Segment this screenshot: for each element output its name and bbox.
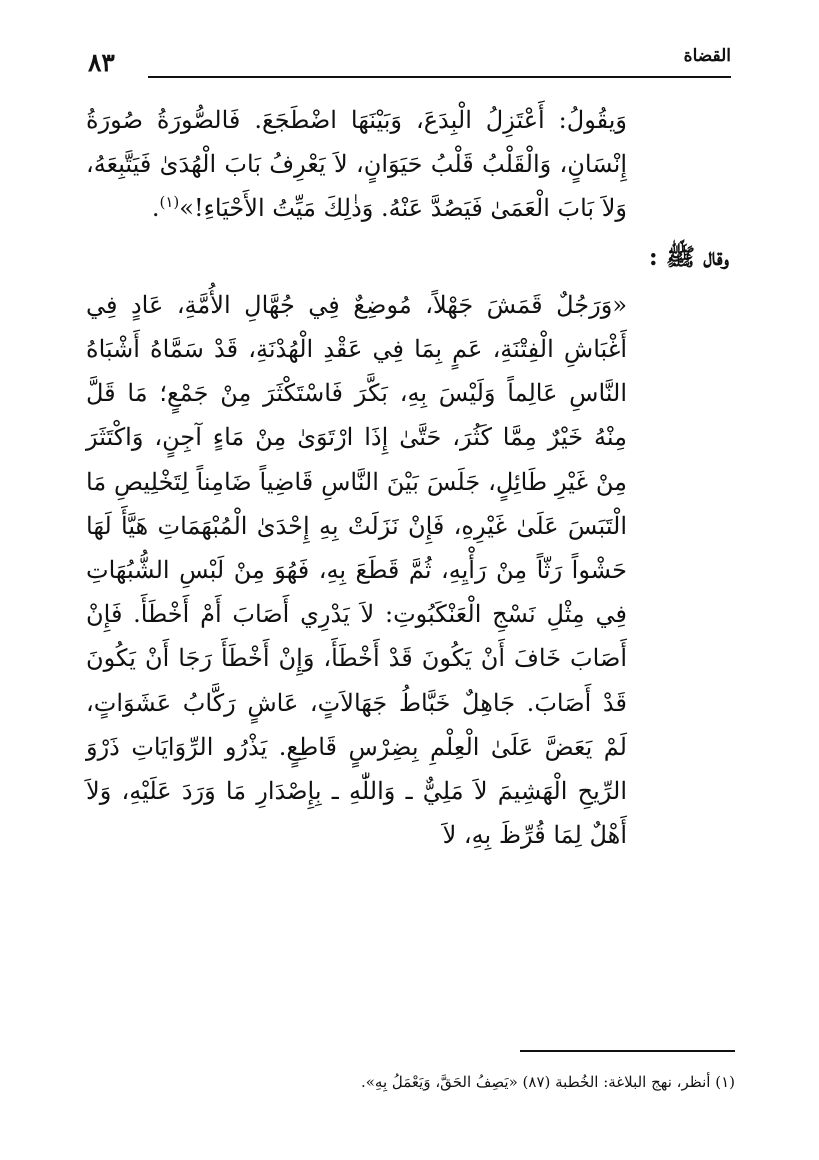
page-number: ٨٣ (88, 48, 115, 77)
continuation-end: . (151, 194, 160, 223)
footnote-divider (520, 1050, 735, 1052)
page-header (88, 46, 731, 82)
footnote-text: أنظر، نهج البلاغة: الخُطبة (٨٧) «يَصِفُ الحَقَّ، وَيَعْمَلُ بِهِ». (360, 1073, 711, 1091)
footnote-number: (١) (715, 1073, 735, 1091)
continuation-paragraph (86, 98, 735, 231)
continuation-text: وَيقُولُ: أَعْتَزِلُ الْبِدَعَ، وَبَيْنَهَا اضْطَجَعَ. فَالصُّورَةُ صُورَةُ إِنْسَانٍ، وَالْقَلْبُ قَلْبُ حَيَوَانٍ، لاَ يَعْرِفُ بَابَ الْهُدَىٰ فَيَتَّبِعَهُ، وَلاَ بَابَ الْعَمَىٰ فَيَصُدَّ عَنْهُ. وَذٰلِكَ مَيِّتُ الأَحْيَاءِ!» (86, 106, 627, 223)
main-text (86, 98, 735, 857)
footnote-reference: (١) (159, 193, 180, 212)
section-intro: وقال ﷺ : (648, 241, 729, 271)
footnote (180, 1070, 735, 1094)
running-title: القضاة (683, 46, 731, 66)
header-rule (148, 76, 731, 78)
quote-paragraph: «وَرَجُلٌ قَمَشَ جَهْلاً، مُوضِعٌ فِي جُهَّالِ الأُمَّةِ، عَادٍ فِي أَغْبَاشِ الْفِتْنَةِ، عَمٍ بِمَا فِي عَقْدِ الْهُدْنَةِ، قَدْ سَمَّاهُ أَشْبَاهُ النَّاسِ عَالِماً وَلَيْسَ بِهِ، بَكَّرَ فَاسْتَكْثَرَ مِنْ جَمْعٍ؛ مَا قَلَّ مِنْهُ خَيْرٌ مِمَّا كَثُرَ، حَتَّىٰ إِذَا ارْتَوَىٰ مِنْ مَاءٍ آجِنٍ، وَاكْتَثَرَ مِنْ غَيْرِ طَائِلٍ، جَلَسَ بَيْنَ النَّاسِ قَاضِياً ضَامِناً لِتَخْلِيصِ مَا الْتَبَسَ عَلَىٰ غَيْرِهِ، فَإِنْ نَزَلَتْ بِهِ إِحْدَىٰ الْمُبْهَمَاتِ هَيَّأَ لَهَا حَشْواً رَثّاً مِنْ رَأْيِهِ، ثُمَّ قَطَعَ بِهِ، فَهُوَ مِنْ لَبْسِ الشُّبُهَاتِ فِي مِثْلِ نَسْجِ الْعَنْكَبُوتِ: لاَ يَدْرِي أَصَابَ أَمْ أَخْطَأَ. فَإِنْ أَصَابَ خَافَ أَنْ يَكُونَ قَدْ أَخْطَأَ، وَإِنْ أَخْطَأَ رَجَا أَنْ يَكُونَ قَدْ أَصَابَ. جَاهِلٌ خَبَّاطُ جَهَالاَتٍ، عَاشٍ رَكَّابُ عَشَوَاتٍ، لَمْ يَعَضَّ عَلَىٰ الْعِلْمِ بِضِرْسٍ قَاطِعٍ. يَذْرُو الرِّوَايَاتِ ذَرْوَ الرِّيحِ الْهَشِيمَ لاَ مَلِيٌّ ـ وَاللّٰهِ ـ بِإِصْدَارِ مَا وَرَدَ عَلَيْهِ، وَلاَ أَهْلٌ لِمَا قُرِّظَ بِهِ، لاَ (86, 290, 627, 850)
